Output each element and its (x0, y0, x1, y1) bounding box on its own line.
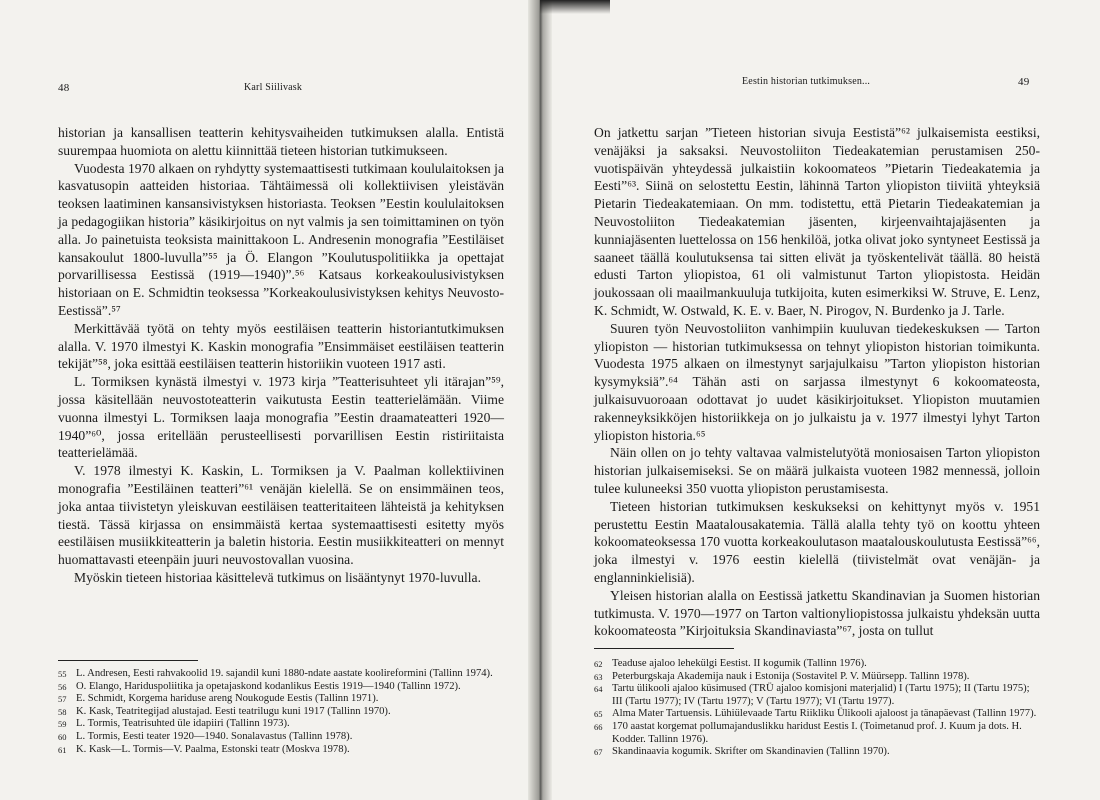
left-body-text (58, 124, 504, 587)
footnote-number: 59 (58, 719, 67, 730)
footnote-text: Peterburgskaja Akademija nauk i Estonija (Sostavitel P. V. Müürsepp. Tallinn 1978). (612, 670, 970, 682)
footnote-text: K. Kask, Teatritegijad alustajad. Eesti teatrilugu kuni 1917 (Tallinn 1970). (76, 705, 391, 717)
footnote (594, 721, 1040, 746)
footnote (58, 681, 504, 694)
body-paragraph: Merkittävää työtä on tehty myös eestiläisen teatterin historiantutkimuksen alalla. V. 1970 ilmestyi K. Kaskin monografia ”Ensimmäiset eestiläisen teatterin tekijät”⁵⁸, joka esittää eestiläisen teatterin historiikin vuoteen 1917 asti. (58, 320, 504, 372)
right-page-number: 49 (1018, 76, 1030, 88)
footnote-text: Skandinaavia kogumik. Skrifter om Skandinavien (Tallinn 1970). (612, 746, 890, 758)
footnote-number: 58 (58, 706, 67, 717)
footnote-number: 60 (58, 731, 67, 742)
body-paragraph: Tieteen historian tutkimuksen keskukseksi on kehittynyt myös v. 1951 perustettu Eestin Maatalousakatemia. Tällä alalla tehty työ on koottu yhteen kokoomateoksessa 170 vuotta korkeakoulutason maatalouskoulutusta Eestissä”⁶⁶, joka ilmestyi v. 1976 eestin kielellä (tiivistelmät ovat venäjän- ja englanninkielisiä). (594, 498, 1040, 585)
footnote-number: 65 (594, 709, 603, 720)
footnote-number: 61 (58, 744, 67, 755)
right-footnotes (594, 658, 1040, 759)
footnote-number: 56 (58, 681, 67, 692)
footnote-text: O. Elango, Hariduspoliitika ja opetajaskond kodanlikus Eestis 1919—1940 (Tallinn 1972). (76, 680, 461, 692)
left-page-number: 48 (58, 82, 70, 94)
page-edge-shadow (540, 0, 610, 14)
footnote-number: 62 (594, 659, 603, 669)
right-running-head: Eestin historian tutkimuksen... (742, 76, 871, 87)
right-body-text (594, 124, 1040, 640)
body-paragraph: Näin ollen on jo tehty valtavaa valmistelutyötä moniosaisen Tarton yliopiston historian julkaisemiseksi. Se on määrä julkaista vuoteen 1982 mennessä, jolloin tulee kuluneeksi 350 vuotta yliopiston perustamisesta. (594, 445, 1040, 496)
footnote-text: L. Tormis, Teatrisuhted üle idapiiri (Tallinn 1973). (76, 718, 290, 730)
footnote (58, 718, 504, 731)
body-paragraph: Yleisen historian alalla on Eestissä jatkettu Skandinavian ja Suomen historian tutkimusta. V. 1970—1977 on Tarton valtionyliopistossa julkaistu yhdeksän uutta kokoomateosta ”Kirjoituksia Skandinaviasta”⁶⁷, josta on tullut (594, 587, 1040, 639)
body-paragraph: Suuren työn Neuvostoliiton vanhimpiin kuuluvan tiedekeskuksen — Tarton yliopiston — historian tutkimuksessa on tehnyt yliopiston historian toimikunta. Vuodesta 1975 alkaen on ilmestynyt sarjajulkaisu ”Tarton yliopiston historian kysymyksiä”.⁶⁴ Tähän asti on sarjassa ilmestynyt 6 kokoomateosta, julkaisuvuoroaan odottavat jo uudet käsikirjoitukset. Yliopiston muutamien rakenneyksikköjen historiikkeja on jo julkaistu ja v. 1977 ilmestyi lyhyt Tarton yliopiston historia.⁶⁵ (594, 320, 1040, 443)
footnote (58, 744, 504, 757)
footnote-number: 66 (594, 721, 603, 732)
left-running-head: Karl Siilivask (244, 82, 303, 93)
footnote-number: 63 (594, 671, 603, 682)
left-footnote-rule (58, 660, 198, 661)
footnote (594, 746, 1040, 759)
footnote (594, 683, 1040, 708)
right-page (540, 0, 1100, 800)
footnote-text: E. Schmidt, Korgema hariduse areng Noukogude Eestis (Tallinn 1971). (76, 693, 379, 705)
body-paragraph: Vuodesta 1970 alkaen on ryhdytty systemaattisesti tutkimaan koululaitoksen ja kasvatusopin aatteiden historiaa. Tähtäimessä oli kollektiivisen yleistävän teoksen laatiminen kansansivistyksen historiasta. Teoksen ”Eestin koululaitoksen ja pedagogiikan historia” käsikirjoitus on nyt valmis ja sen toimittaminen on työn alla. Jo painetuista teoksista mainittakoon L. Andresenin monografia ”Eestiläiset kansakoulut 1800-luvulla”⁵⁵ ja Ö. Elangon ”Koulutuspolitiikka ja opettajat porvarillisessa Eestissä (1919—1940)”.⁵⁶ Katsaus korkeakoulusivistyksen historiaan on E. Schmidtin teoksessa ”Korkeakoulusivistyksen kehitys Neuvosto-Eestissä”.⁵⁷ (58, 160, 504, 318)
body-paragraph: V. 1978 ilmestyi K. Kaskin, L. Tormiksen ja V. Paalman kollektiivinen monografia ”Eestiläinen teatteri”⁶¹ venäjän kielellä. Se on ensimmäinen teos, joka antaa tiivistetyn yleiskuvan eestiläisen teatteritaiteen lähteistä ja kehityksen tiestä. Tässä kirjassa on ensimmäistä kertaa systemaattisesti esitetty myös eestiläisen musiikkiteatterin ja baletin historia. Eestin musiikkiteatteri on mennyt huomattavasti eteenpäin juuri neuvostovallan vuosina. (58, 463, 504, 568)
footnote-text: 170 aastat korgemat pollumajanduslikku haridust Eestis I. (Toimetanud prof. J. Kuum ja dots. H. Kodder. Tallinn 1976). (612, 720, 1022, 745)
right-footnote-rule (594, 648, 734, 649)
footnote (594, 671, 1040, 684)
footnote-number: 57 (58, 694, 67, 705)
book-gutter (528, 0, 552, 800)
footnote-text: L. Andresen, Eesti rahvakoolid 19. sajandil kuni 1880-ndate aastate koolireformini (Tallinn 1974). (76, 668, 493, 679)
left-footnotes (58, 668, 504, 756)
footnote-number: 55 (58, 669, 67, 679)
body-paragraph: L. Tormiksen kynästä ilmestyi v. 1973 kirja ”Teatterisuhteet yli itärajan”⁵⁹, jossa käsitellään neuvostoteatterin vaikutusta Eestin teatterielämään. Viime vuonna ilmestyi L. Tormiksen laaja monografia ”Eestin draamateatteri 1920—1940”⁶⁰, jossa eritellään perusteellisesti porvarillisen Eestin ristiriitaista teatterielämää. (58, 374, 504, 461)
footnote-text: K. Kask—L. Tormis—V. Paalma, Estonski teatr (Moskva 1978). (76, 743, 350, 755)
footnote-text: Tartu ülikooli ajaloo küsimused (TRÜ ajaloo komisjoni materjalid) I (Tartu 1975); II (Tartu 1975); III (Tartu 1977); IV (Tartu 1977); V (Tartu 1977); VI (Tartu 1977). (612, 683, 1030, 707)
footnote-text: L. Tormis, Eesti teater 1920—1940. Sonalavastus (Tallinn 1978). (76, 730, 353, 742)
footnote-text: Teaduse ajaloo lehekülgi Eestist. II kogumik (Tallinn 1976). (612, 658, 867, 669)
footnote (58, 706, 504, 719)
footnote (58, 731, 504, 744)
footnote-number: 64 (594, 684, 603, 695)
left-page (0, 0, 540, 800)
footnote (594, 658, 1040, 671)
body-paragraph: Myöskin tieteen historiaa käsittelevä tutkimus on lisääntynyt 1970-luvulla. (74, 569, 481, 585)
body-paragraph: On jatkettu sarjan ”Tieteen historian sivuja Eestistä”⁶² julkaisemista eestiksi, venäjäksi ja saksaksi. Neuvostoliiton Tiedeakatemian perustamisen 250-vuotispäivän yhteydessä julkaistiin kokoomateos ”Pietarin Tiedeakatemia ja Eesti”⁶³. Siinä on selostettu Eestin, lähinnä Tarton yliopiston tiiviitä yhteyksiä Pietarin Tiedeakatemiaan. On mm. todistettu, että Pietarin Tiedeakatemian ja Neuvostoliiton Tiedeakatemian jäsenten, kirjeenvaihtajajäsenten ja kunniajäsenten luettelossa on 156 henkilöä, jotka olivat joko syntyneet Eestissä ja saaneet täällä koulutuksensa tai sitten elivät ja työskentelivät täällä. 80 heistä edusti Tarton yliopistoa, 61 oli valmistunut Tarton yliopistosta. Heidän joukossaan oli maailmankuuluja tutkijoita, kuten esimerkiksi W. Struve, E. Lenz, K. Schmidt, W. Ostwald, K. E. v. Baer, N. Pirogov, N. Burdenko ja J. Tarle. (594, 125, 1040, 318)
footnote-text: Alma Mater Tartuensis. Lühiülevaade Tartu Riikliku Ülikooli ajaloost ja tänapäevast (Tallinn 1977). (612, 708, 1037, 720)
footnote (594, 708, 1040, 721)
body-paragraph: historian ja kansallisen teatterin kehitysvaiheiden tutkimuksen alalla. Entistä suurempaa huomiota on alettu kiinnittää tieteen historian tutkimukseen. (58, 125, 504, 158)
footnote-number: 67 (594, 747, 603, 758)
footnote (58, 668, 504, 681)
footnote (58, 693, 504, 706)
